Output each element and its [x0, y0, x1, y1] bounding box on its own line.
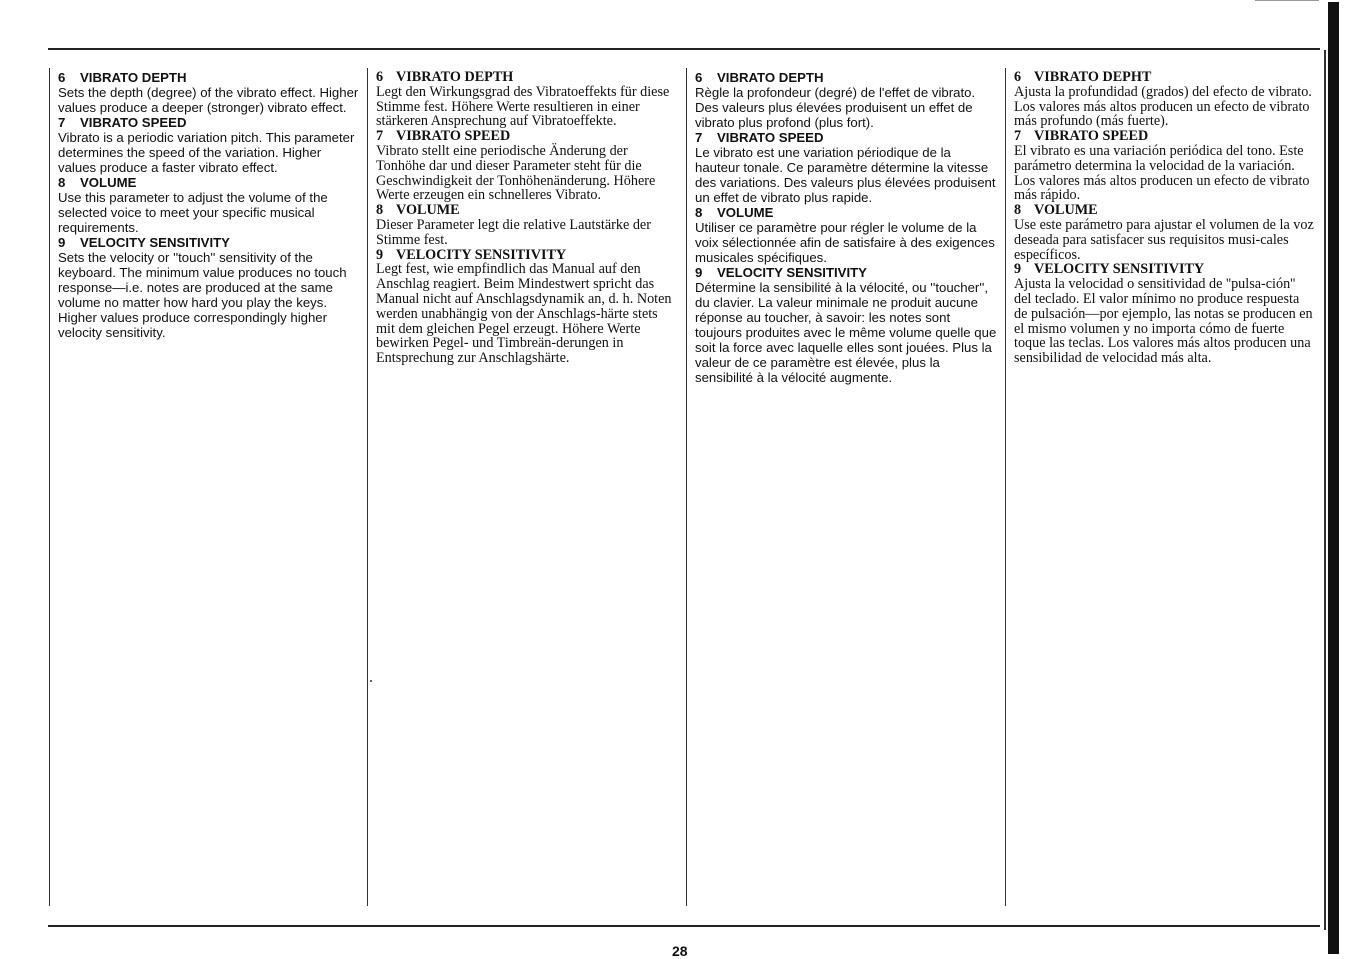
section-heading: 8 VOLUME: [376, 202, 460, 219]
scan-speck: [370, 680, 372, 682]
section-text: Utiliser ce paramètre pour régler le volume de la voix sélectionnée afin de satisfaire à des exigences musicales spécifiques.: [695, 220, 995, 265]
section-text: Détermine la sensibilité à la vélocité, ou ''toucher'', du clavier. La valeur minimale ne produit aucune réponse au toucher, à savoir: les notes sont toujours produites avec le même volume quelle que soit la force avec laquelle elles sont jouées. Plus la valeur de ce paramètre est élevée, plus la sensibilité à la vélocité augmente.: [695, 280, 997, 385]
section-vibrato-speed: [58, 115, 362, 175]
section-heading: 7 VIBRATO SPEED: [1014, 128, 1149, 145]
section-text: Vibrato is a periodic variation pitch. This parameter determines the speed of the variation. Higher values produce a faster vibrato effect.: [58, 130, 355, 175]
page-number: 28: [672, 943, 688, 959]
section-heading: 9 VELOCITY SENSITIVITY: [376, 246, 567, 263]
column-divider: [1005, 68, 1006, 906]
section-volume: [1014, 203, 1316, 262]
section-vibrato-depth: [376, 70, 678, 129]
page-edge-rule: [1324, 50, 1326, 930]
section-vibrato-speed: [695, 130, 999, 205]
column-divider: [686, 68, 687, 906]
section-heading: 6 VIBRATO DEPHT: [1014, 69, 1152, 85]
section-velocity-sensitivity: [58, 235, 362, 340]
column-spanish: [1014, 70, 1316, 366]
section-vibrato-depth: [1014, 70, 1316, 129]
column-divider: [49, 68, 50, 906]
section-vibrato-speed: [1014, 129, 1316, 203]
section-text: Ajusta la profundidad (grados) del efecto de vibrato. Los valores más altos producen un efecto de vibrato más profundo (más fuerte).: [1014, 83, 1312, 130]
section-velocity-sensitivity: [1014, 262, 1316, 366]
section-text: Sets the depth (degree) of the vibrato effect. Higher values produce a deeper (stronger) vibrato effect.: [58, 85, 359, 115]
section-text: Legt den Wirkungsgrad des Vibratoeffekts für diese Stimme fest. Höhere Werte resultieren in einer stärkeren Ansprechung auf Vibratoeffekte.: [376, 83, 670, 130]
section-text: Règle la profondeur (degré) de l'effet de vibrato. Des valeurs plus élevées produisent un effet de vibrato plus profond (plus fort).: [695, 85, 976, 130]
section-velocity-sensitivity: [376, 248, 678, 366]
section-text: Legt fest, wie empfindlich das Manual auf den Anschlag reagiert. Beim Mindestwert spricht das Manual nicht auf Anschlagsdynamik an, d. h. Noten werden unabhängig von der Anschlags-härte stets mit dem gleichen Pegel erzeugt. Höhere Werte bewirken Pegel- und Timbreän-derungen in Entsprechung zur Anschlagshärte.: [376, 261, 672, 367]
page-edge-bar: [1328, 2, 1339, 954]
section-heading: 9 VELOCITY SENSITIVITY: [695, 265, 867, 280]
section-heading: 7 VIBRATO SPEED: [695, 130, 824, 145]
section-heading: 8 VOLUME: [1014, 202, 1098, 219]
section-volume: [376, 203, 678, 247]
section-velocity-sensitivity: [695, 265, 999, 385]
section-heading: 9 VELOCITY SENSITIVITY: [58, 235, 230, 250]
section-heading: 8 VOLUME: [695, 205, 774, 220]
section-heading: 8 VOLUME: [58, 175, 137, 190]
section-text: Dieser Parameter legt die relative Lautstärke der Stimme fest.: [376, 216, 651, 248]
column-french: [695, 70, 999, 385]
section-text: Ajusta la velocidad o sensitividad de ''pulsa-ción'' del teclado. El valor mínimo no produce respuesta de pulsación—por ejemplo, las notas se producen en el mismo volumen y no importa cómo de fuerte toque las teclas. Los valores más altos producen una sensibilidad de velocidad más alta.: [1014, 276, 1313, 367]
section-heading: 6 VIBRATO DEPTH: [695, 70, 824, 85]
section-heading: 7 VIBRATO SPEED: [376, 128, 511, 145]
section-heading: 6 VIBRATO DEPTH: [376, 69, 514, 85]
section-volume: [58, 175, 362, 235]
section-text: Le vibrato est une variation périodique de la hauteur tonale. Ce paramètre détermine la vitesse des variations. Des valeurs plus élevées produisent un effet de vibrato plus rapide.: [695, 145, 996, 205]
section-heading: 6 VIBRATO DEPTH: [58, 70, 187, 85]
section-text: Use this parameter to adjust the volume of the selected voice to meet your specific musical requirements.: [58, 190, 328, 235]
bottom-rule: [48, 925, 1320, 927]
column-german: [376, 70, 678, 366]
section-vibrato-depth: [58, 70, 362, 115]
section-volume: [695, 205, 999, 265]
section-heading: 7 VIBRATO SPEED: [58, 115, 187, 130]
column-english: [58, 70, 362, 340]
top-rule: [48, 48, 1320, 50]
section-vibrato-depth: [695, 70, 999, 130]
top-corner-rule: [1255, 0, 1319, 1]
section-vibrato-speed: [376, 129, 678, 203]
column-divider: [367, 68, 368, 906]
section-text: El vibrato es una variación periódica del tono. Este parámetro determina la velocidad de la variación. Los valores más altos producen un efecto de vibrato más rápido.: [1014, 142, 1310, 204]
section-text: Use este parámetro para ajustar el volumen de la voz deseada para satisfacer sus requisitos musi-cales específicos.: [1014, 216, 1314, 263]
section-text: Vibrato stellt eine periodische Änderung der Tonhöhe dar und dieser Parameter steht für die Geschwindigkeit der Tonhöhenänderung. Höhere Werte erzeugen ein schnelleres Vibrato.: [376, 142, 656, 204]
section-text: Sets the velocity or ''touch'' sensitivity of the keyboard. The minimum value produces no touch response—i.e. notes are produced at the same volume no matter how hard you play the keys. Higher values produce correspondingly higher velocity sensitivity.: [58, 250, 347, 340]
section-heading: 9 VELOCITY SENSITIVITY: [1014, 261, 1205, 278]
